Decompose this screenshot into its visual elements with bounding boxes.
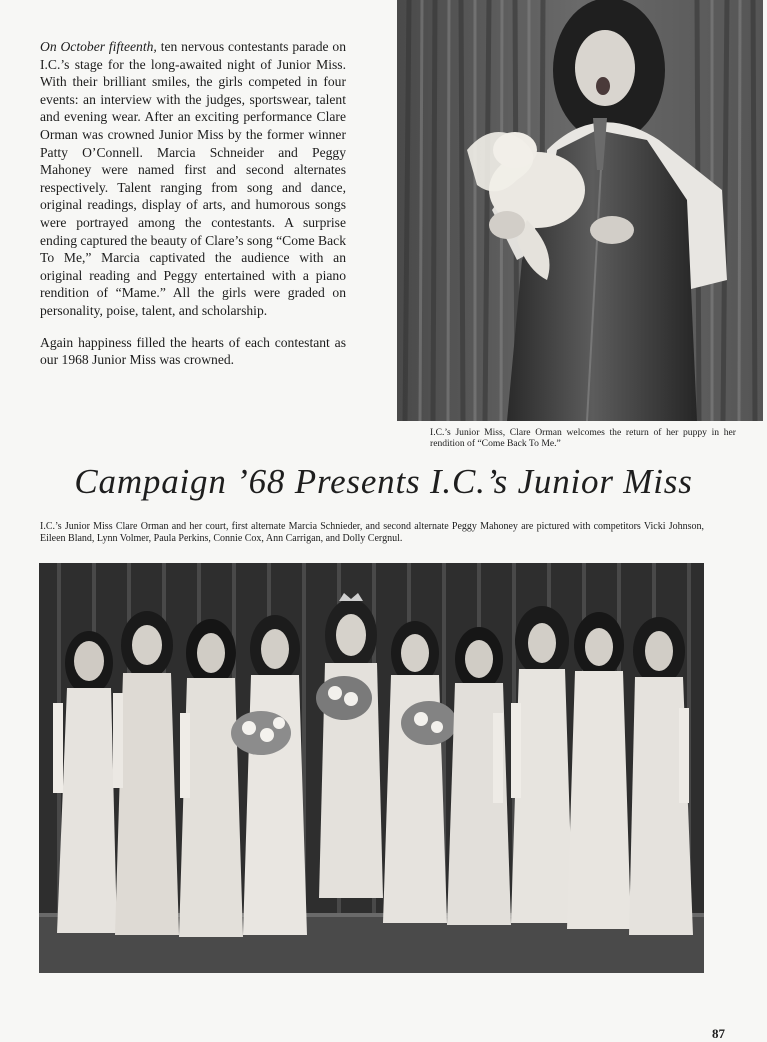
article-paragraph-2: Again happiness filled the hearts of each contestant as our 1968 Junior Miss was crowned. [40,334,346,368]
page-headline: Campaign ’68 Presents I.C.’s Junior Miss [74,462,693,501]
article-paragraph-1 [40,38,346,320]
article-paragraph-1-body: ten nervous contestants parade on I.C.’s stage for the long-awaited night of Junior Miss. With their brilliant smiles, the girls competed in four events: an interview with the judges, sportswear, talent and evening wear. After an exciting performance Clare Orman was crowned Junior Miss by the former winner Patty O’Connell. Marcia Schneider and Peggy Mahoney were named first and second alternates respectively. Talent ranging from song and dance, original readings, display of arts, and humorous songs were portrayed among the contestants. A surprise ending captured the beauty of Clare’s song “Come Back To Me,” Marcia captivated the audience with an original reading and Peggy entertained with a piano rendition of “Mame.” All the girls were graded on personality, poise, talent, and scholarship. [40,39,346,318]
article-text [40,38,346,369]
junior-miss-court-group-photo [39,563,704,973]
top-photo-caption: I.C.’s Junior Miss, Clare Orman welcomes the return of her puppy in her rendition of “Come Back To Me.” [430,427,736,449]
page-number: 87 [712,1026,725,1041]
junior-miss-singing-photo [397,0,763,421]
group-photo-caption: I.C.’s Junior Miss Clare Orman and her court, first alternate Marcia Schnieder, and second alternate Peggy Mahoney are pictured with competitors Vicki Johnson, Eileen Bland, Lynn Volmer, Paula Perkins, Connie Cox, Ann Carrigan, and Dolly Cergnul. [40,521,704,544]
article-lede: On October fifteenth, [40,39,157,54]
